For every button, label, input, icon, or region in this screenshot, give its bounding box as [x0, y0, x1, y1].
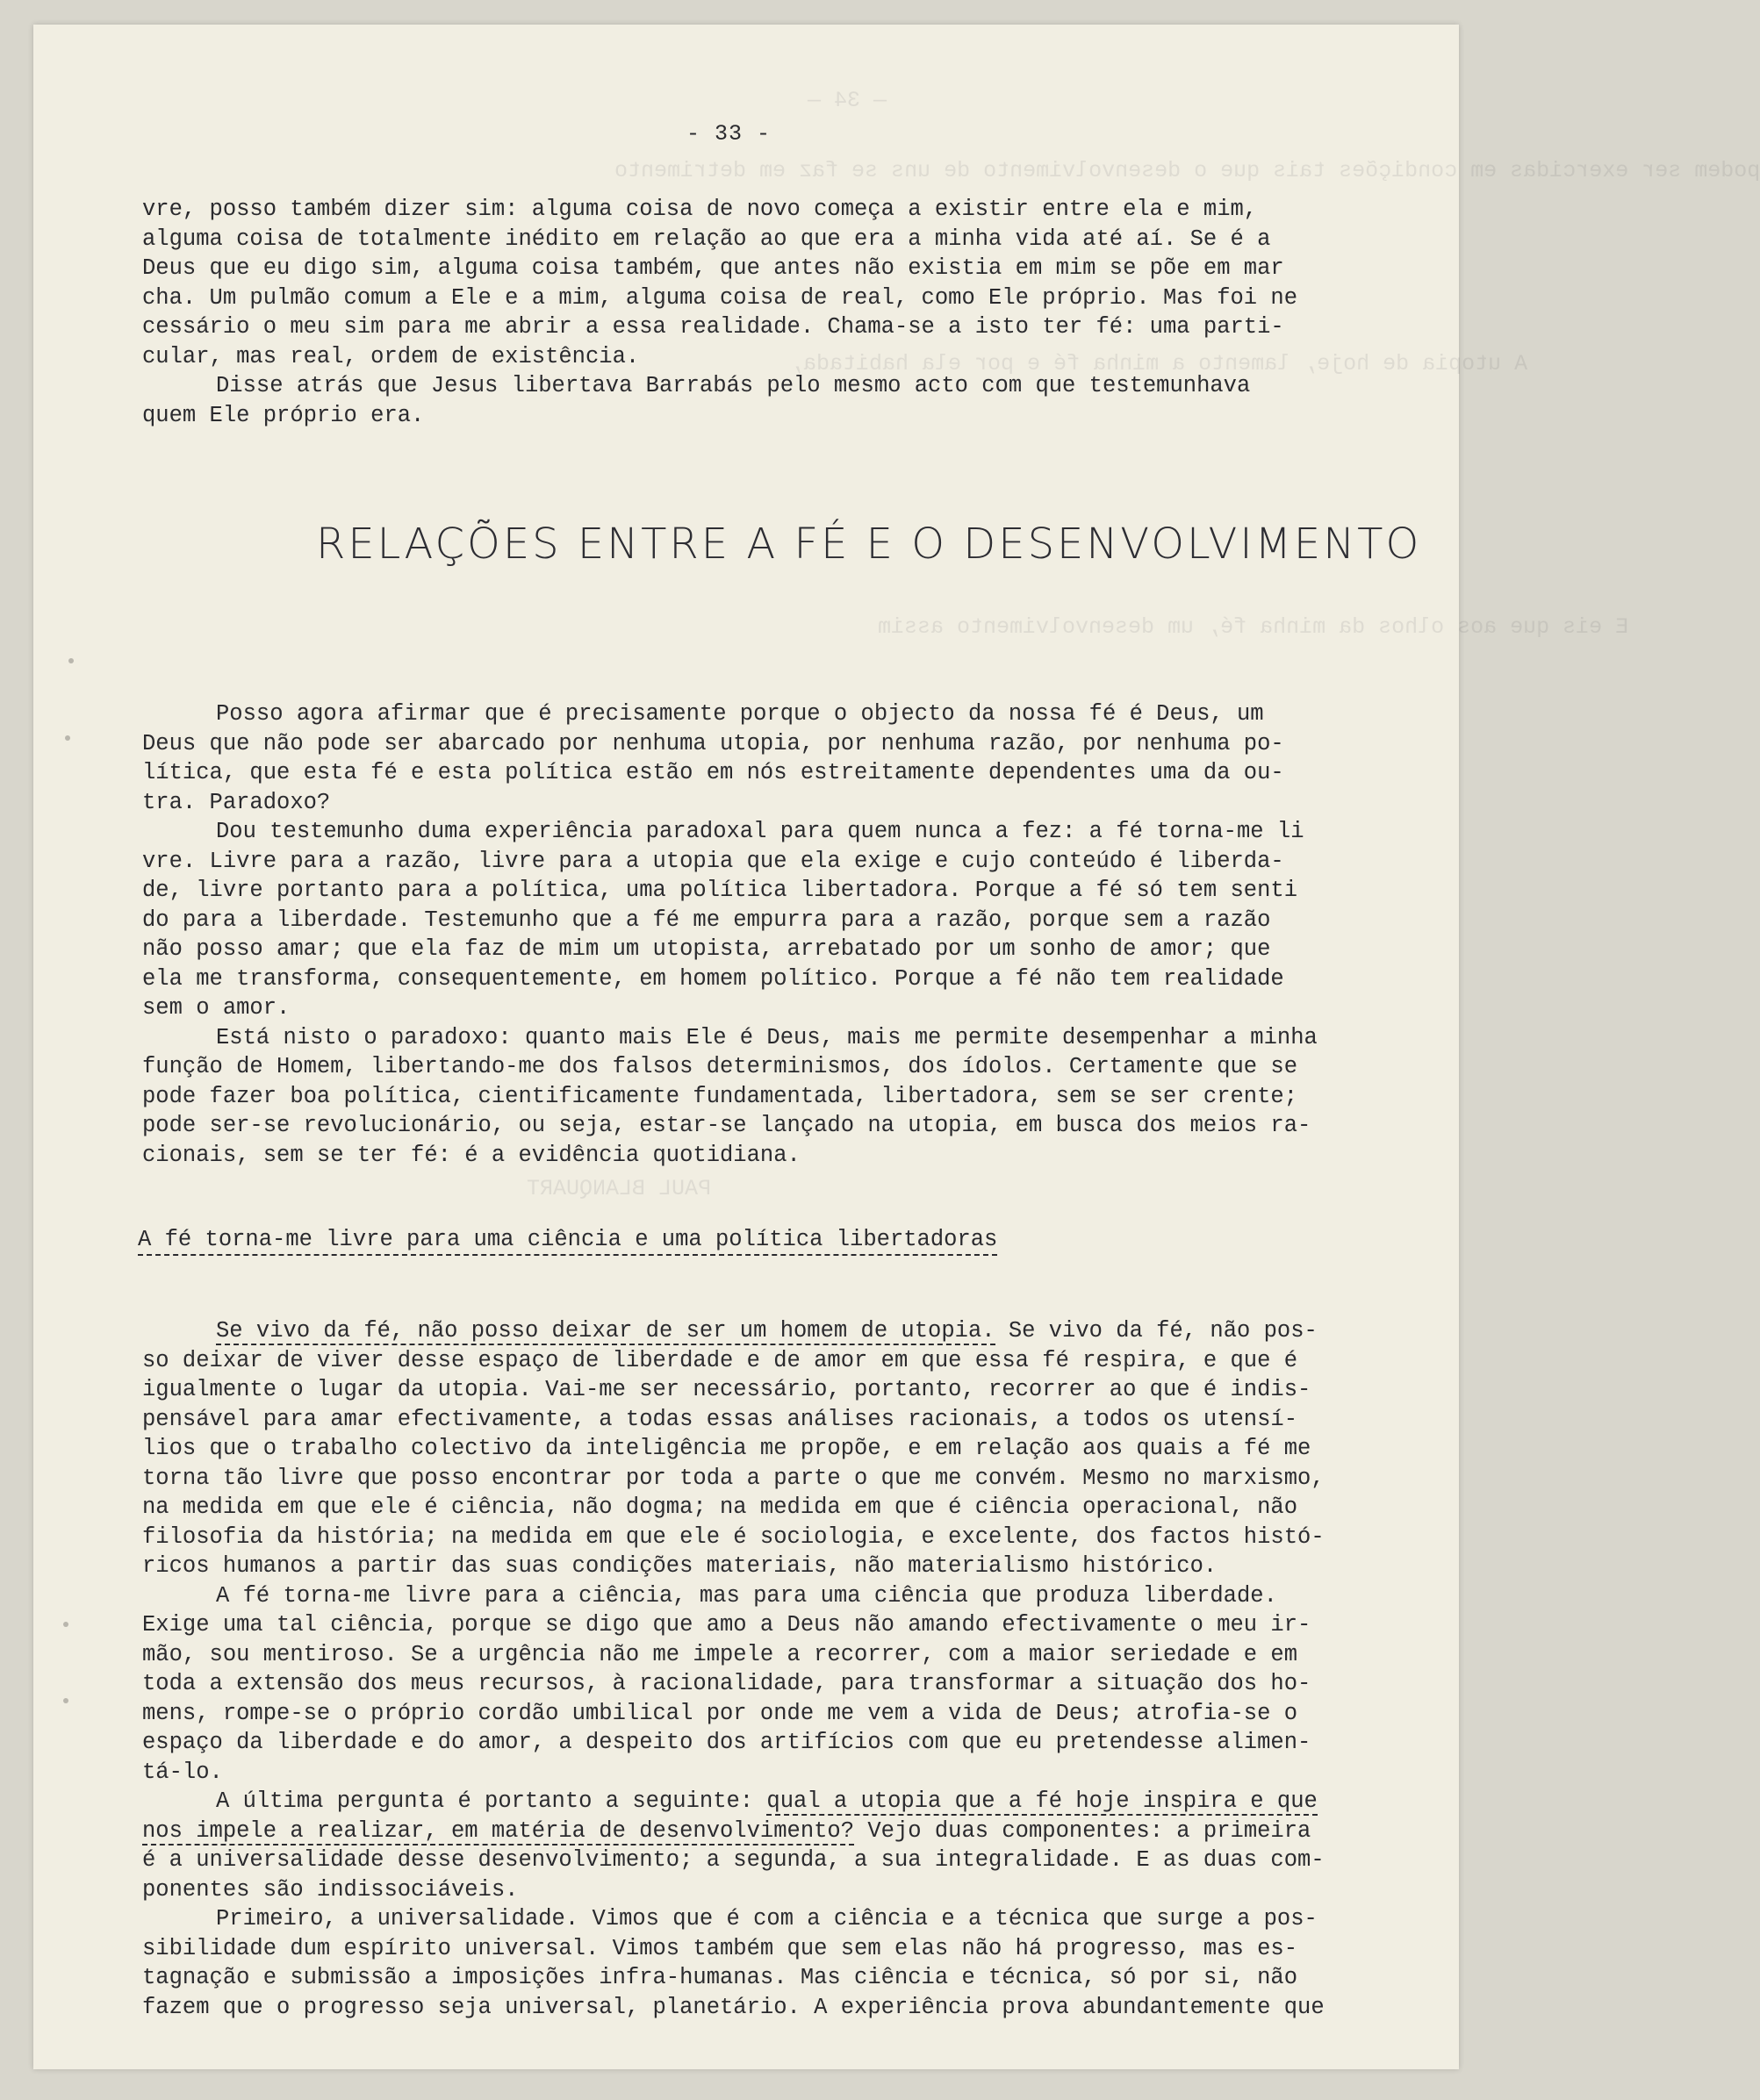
section1-paragraphs — [142, 699, 1415, 1170]
text-line: A fé torna-me livre para a ciência, mas para uma ciência que produza liberdade. — [216, 1582, 1277, 1609]
text-line: sem o amor. — [142, 995, 291, 1021]
text-line: lios que o trabalho colectivo da inteligência me propõe, e em relação aos quais a fé me — [142, 1436, 1311, 1461]
text-line: cha. Um pulmão comum a Ele e a mim, alguma coisa de real, como Ele próprio. Mas foi ne — [142, 284, 1298, 311]
show-through-text: PAUL BLANQUART — [527, 1176, 712, 1201]
text-line: mão, sou mentiroso. Se a urgência não me impele a recorrer, com a maior seriedade e em — [142, 1641, 1298, 1667]
text-line: filosofia da história; na medida em que ele é sociologia, e excelente, dos factos histó- — [142, 1523, 1325, 1550]
text-line: tagnação e submissão a imposições infra-humanas. Mas ciência e técnica, só por si, não — [142, 1965, 1298, 1990]
text-line: Deus que eu digo sim, alguma coisa também, que antes não existia em mim se põe em mar — [142, 255, 1284, 281]
text-line: cionais, sem se ter fé: é a evidência quotidiana. — [142, 1142, 801, 1168]
text-line: pode ser-se revolucionário, ou seja, estar-se lançado na utopia, em busca dos meios ra- — [142, 1113, 1311, 1138]
text-line: igualmente o lugar da utopia. Vai-me ser necessário, portanto, recorrer ao que é indis- — [142, 1377, 1311, 1402]
text-line: mens, rompe-se o próprio cordão umbilical por onde me vem a vida de Deus; atrofia-se o — [142, 1700, 1298, 1726]
text-fragment: A última pergunta é portanto a seguinte: — [216, 1788, 767, 1814]
text-line: pensável para amar efectivamente, a todas essas análises racionais, a todos os utensí- — [142, 1406, 1298, 1432]
text-line: função de Homem, libertando-me dos falsos determinismos, dos ídolos. Certamente que se — [142, 1054, 1298, 1079]
punch-mark — [63, 1698, 68, 1703]
underlined-phrase: qual a utopia que a fé hoje inspira e que — [766, 1788, 1318, 1814]
text-line: de, livre portanto para a política, uma política libertadora. Porque a fé só tem senti — [142, 878, 1298, 903]
punch-mark — [65, 735, 70, 741]
text-line: tá-lo. — [142, 1759, 223, 1785]
show-through-text: — 34 — — [808, 88, 887, 113]
text-line: torna tão livre que posso encontrar por toda a parte o que me convém. Mesmo no marxismo, — [142, 1465, 1325, 1491]
text-line: Primeiro, a universalidade. Vimos que é com a ciência e a técnica que surge a pos- — [216, 1906, 1318, 1932]
text-line: ponentes são indissociáveis. — [142, 1876, 519, 1903]
text-line: na medida em que ele é ciência, não dogma; na medida em que é ciência operacional, não — [142, 1494, 1298, 1520]
text-line: Deus que não pode ser abarcado por nenhuma utopia, por nenhuma razão, por nenhuma po- — [142, 730, 1284, 756]
text-line: espaço da liberdade e do amor, a despeito dos artifícios com que eu pretendesse alimen- — [142, 1730, 1311, 1755]
text-line: Posso agora afirmar que é precisamente porque o objecto da nossa fé é Deus, um — [216, 701, 1264, 727]
text-line: não posso amar; que ela faz de mim um utopista, arrebatado por um sonho de amor; que — [142, 936, 1271, 962]
text-line: do para a liberdade. Testemunho que a fé me empurra para a razão, porque sem a razão — [142, 907, 1271, 933]
text-line: vre, posso também dizer sim: alguma coisa de novo começa a existir entre ela e mim, — [142, 197, 1258, 222]
punch-mark — [68, 658, 74, 663]
text-line: Está nisto o paradoxo: quanto mais Ele é Deus, mais me permite desempenhar a minha — [216, 1024, 1318, 1050]
text-line: lítica, que esta fé e esta política estão em nós estreitamente dependentes uma da ou- — [142, 760, 1284, 785]
intro-paragraph — [142, 195, 1415, 430]
text-line — [142, 1787, 1415, 1817]
text-line — [142, 1316, 1415, 1346]
text-line: Dou testemunho duma experiência paradoxal para quem nunca a fez: a fé torna-me li — [216, 819, 1304, 844]
text-line: so deixar de viver desse espaço de liberdade e de amor em que essa fé respira, e que é — [142, 1347, 1298, 1373]
text-line — [142, 1817, 1415, 1846]
text-line: cessário o meu sim para me abrir a essa realidade. Chama-se a isto ter fé: uma parti- — [142, 314, 1284, 340]
text-line: ricos humanos a partir das suas condições materiais, não materialismo histórico. — [142, 1553, 1218, 1579]
text-line: fazem que o progresso seja universal, planetário. A experiência prova abundantemente que — [142, 1994, 1325, 2020]
text-line: alguma coisa de totalmente inédito em relação ao que era a minha vida até aí. Se é a — [142, 226, 1271, 252]
page-number: - 33 - — [686, 121, 772, 147]
section-title: RELAÇÕES ENTRE A FÉ E O DESENVOLVIMENTO — [316, 520, 1422, 569]
text-line: cular, mas real, ordem de existência. — [142, 343, 640, 369]
show-through-text: E eis que aos olhos da minha fé, um desenvolvimento assim — [878, 614, 1629, 640]
text-line: ela me transforma, consequentemente, em homem político. Porque a fé não tem realidade — [142, 965, 1284, 992]
text-line: Exige uma tal ciência, porque se digo que amo a Deus não amando efectivamente o meu ir- — [142, 1612, 1311, 1638]
text-line: é a universalidade desse desenvolvimento; a segunda, a sua integralidade. E as duas com- — [142, 1847, 1325, 1873]
text-line: toda a extensão dos meus recursos, à racionalidade, para transformar a situação dos ho- — [142, 1671, 1311, 1696]
text-line: quem Ele próprio era. — [142, 402, 425, 428]
underlined-phrase: Se vivo da fé, não posso deixar de ser um homem de utopia. — [216, 1318, 995, 1344]
text-line: Disse atrás que Jesus libertava Barrabás pelo mesmo acto com que testemunhava — [216, 373, 1251, 398]
text-fragment: Se vivo da fé, não pos- — [995, 1318, 1318, 1344]
show-through-text: podem ser exercidas em condições tais que o desenvolvimento de uns se faz em detrimento — [614, 158, 1760, 183]
text-line: tra. Paradoxo? — [142, 789, 331, 815]
show-through-text: A utopia de hoje, lamento a minha fé e por ela habitada, — [790, 351, 1528, 376]
section-subheading: A fé torna-me livre para uma ciência e uma política libertadoras — [138, 1227, 997, 1256]
text-line: vre. Livre para a razão, livre para a utopia que ela exige e cujo conteúdo é liberda- — [142, 848, 1284, 874]
text-line: pode fazer boa política, cientificamente fundamentada, libertadora, sem se ser crente; — [142, 1083, 1298, 1109]
text-line: sibilidade dum espírito universal. Vimos também que sem elas não há progresso, mas es- — [142, 1935, 1298, 1961]
punch-mark — [63, 1622, 68, 1627]
underlined-phrase: nos impele a realizar, em matéria de desenvolvimento? — [142, 1817, 855, 1844]
section2-paragraphs — [142, 1316, 1415, 2022]
text-fragment: Vejo duas componentes: a primeira — [854, 1817, 1311, 1844]
